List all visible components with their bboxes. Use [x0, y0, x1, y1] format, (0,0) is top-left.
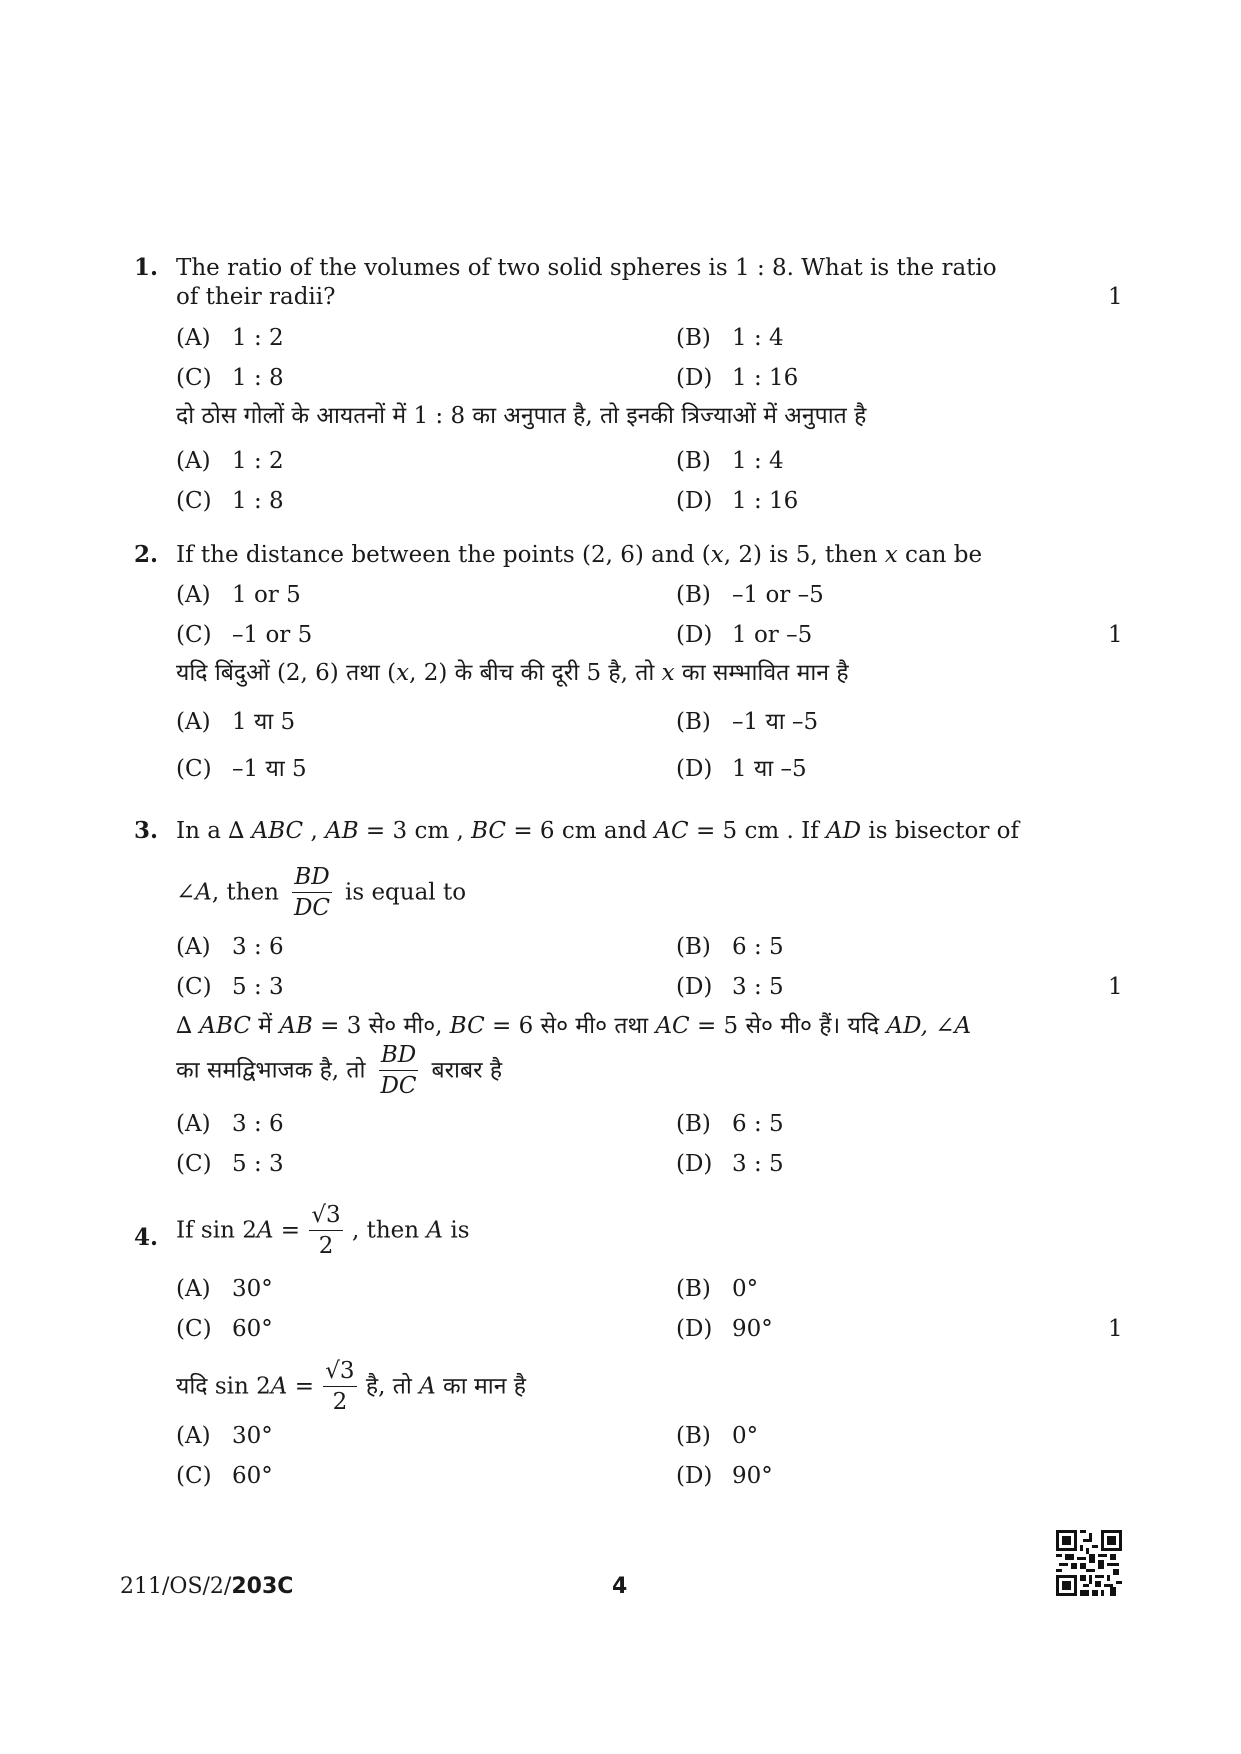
question-3-hindi-fraction: $\frac{BD}{DC}$ [380, 1042, 417, 1099]
question-2-hindi: यदि बिंदुओं (2, 6) तथा (x, 2) के बीच की दूरी 5 है, तो x का सम्भावित मान है [176, 660, 849, 686]
question-4-fraction: $\frac{√3}{2}$ [311, 1202, 341, 1259]
q1-option-d: (D) 1 : 16 [676, 365, 799, 391]
q3-option-a: (A) 3 : 6 [176, 934, 284, 960]
q2-option-c: (C) –1 or 5 [176, 622, 313, 648]
question-1-text-line1: The ratio of the volumes of two solid spheres is 1 : 8. What is the ratio [176, 255, 997, 281]
question-4-text: If sin 2A = $\frac{√3}{2}$ , then A is [176, 1202, 470, 1259]
q4-hindi-option-c: (C) 60° [176, 1463, 273, 1489]
q4-hindi-option-d: (D) 90° [676, 1463, 773, 1489]
question-3-text-line2: ∠A, then $\frac{BD}{DC}$ is equal to [176, 864, 467, 921]
question-4-number: 4. [134, 1224, 159, 1251]
question-4-hindi: यदि sin 2A = $\frac{√3}{2}$ है, तो A का मान है [176, 1358, 526, 1415]
question-2-number: 2. [134, 541, 159, 568]
question-1-marks: 1 [1108, 284, 1123, 310]
q2-option-a: (A) 1 or 5 [176, 582, 301, 608]
question-3-fraction: $\frac{BD}{DC}$ [293, 864, 330, 921]
q1-option-c: (C) 1 : 8 [176, 365, 284, 391]
q3-option-c: (C) 5 : 3 [176, 974, 284, 1000]
question-3-hindi-line1: ∆ ABC में AB = 3 से० मी०, BC = 6 से० मी० तथा AC = 5 से० मी० हैं। यदि AD, ∠A [176, 1013, 972, 1039]
q3-hindi-option-a: (A) 3 : 6 [176, 1111, 284, 1137]
q4-hindi-option-b: (B) 0° [676, 1423, 759, 1449]
question-2-marks: 1 [1108, 622, 1123, 648]
q4-option-a: (A) 30° [176, 1276, 273, 1302]
question-3-text-line1: In a ∆ ABC , AB = 3 cm , BC = 6 cm and AC = 5 cm . If AD is bisector of [176, 818, 1019, 844]
q2-hindi-option-a: (A) 1 या 5 [176, 709, 296, 735]
q2-hindi-option-d: (D) 1 या –5 [676, 756, 807, 782]
q1-hindi-option-b: (B) 1 : 4 [676, 448, 784, 474]
question-3-marks: 1 [1108, 974, 1123, 1000]
q1-option-a: (A) 1 : 2 [176, 325, 284, 351]
qr-code-icon [1056, 1530, 1122, 1596]
q3-hindi-option-d: (D) 3 : 5 [676, 1151, 784, 1177]
q3-option-d: (D) 3 : 5 [676, 974, 784, 1000]
question-1-text-line2: of their radii? [176, 284, 336, 310]
question-1-number: 1. [134, 254, 159, 281]
q3-hindi-option-b: (B) 6 : 5 [676, 1111, 784, 1137]
q4-option-d: (D) 90° [676, 1316, 773, 1342]
page-number: 4 [612, 1574, 628, 1599]
question-1-hindi: दो ठोस गोलों के आयतनों में 1 : 8 का अनुपात है, तो इनकी त्रिज्याओं में अनुपात है [176, 403, 867, 429]
q1-hindi-option-a: (A) 1 : 2 [176, 448, 284, 474]
q1-option-b: (B) 1 : 4 [676, 325, 784, 351]
question-2-text: If the distance between the points (2, 6) and (x, 2) is 5, then x can be [176, 542, 983, 568]
question-4-marks: 1 [1108, 1316, 1123, 1342]
q1-hindi-option-c: (C) 1 : 8 [176, 488, 284, 514]
q4-option-b: (B) 0° [676, 1276, 759, 1302]
q4-option-c: (C) 60° [176, 1316, 273, 1342]
q3-hindi-option-c: (C) 5 : 3 [176, 1151, 284, 1177]
q2-hindi-option-c: (C) –1 या 5 [176, 756, 307, 782]
q2-option-d: (D) 1 or –5 [676, 622, 813, 648]
question-4-hindi-fraction: $\frac{√3}{2}$ [325, 1358, 355, 1415]
q3-option-b: (B) 6 : 5 [676, 934, 784, 960]
q1-hindi-option-d: (D) 1 : 16 [676, 488, 799, 514]
q4-hindi-option-a: (A) 30° [176, 1423, 273, 1449]
q2-option-b: (B) –1 or –5 [676, 582, 824, 608]
q2-hindi-option-b: (B) –1 या –5 [676, 709, 819, 735]
question-3-number: 3. [134, 817, 159, 844]
paper-code: 211/OS/2/203C [120, 1574, 294, 1599]
question-3-hindi-line2: का समद्विभाजक है, तो $\frac{BD}{DC}$ बराबर है [176, 1042, 503, 1099]
